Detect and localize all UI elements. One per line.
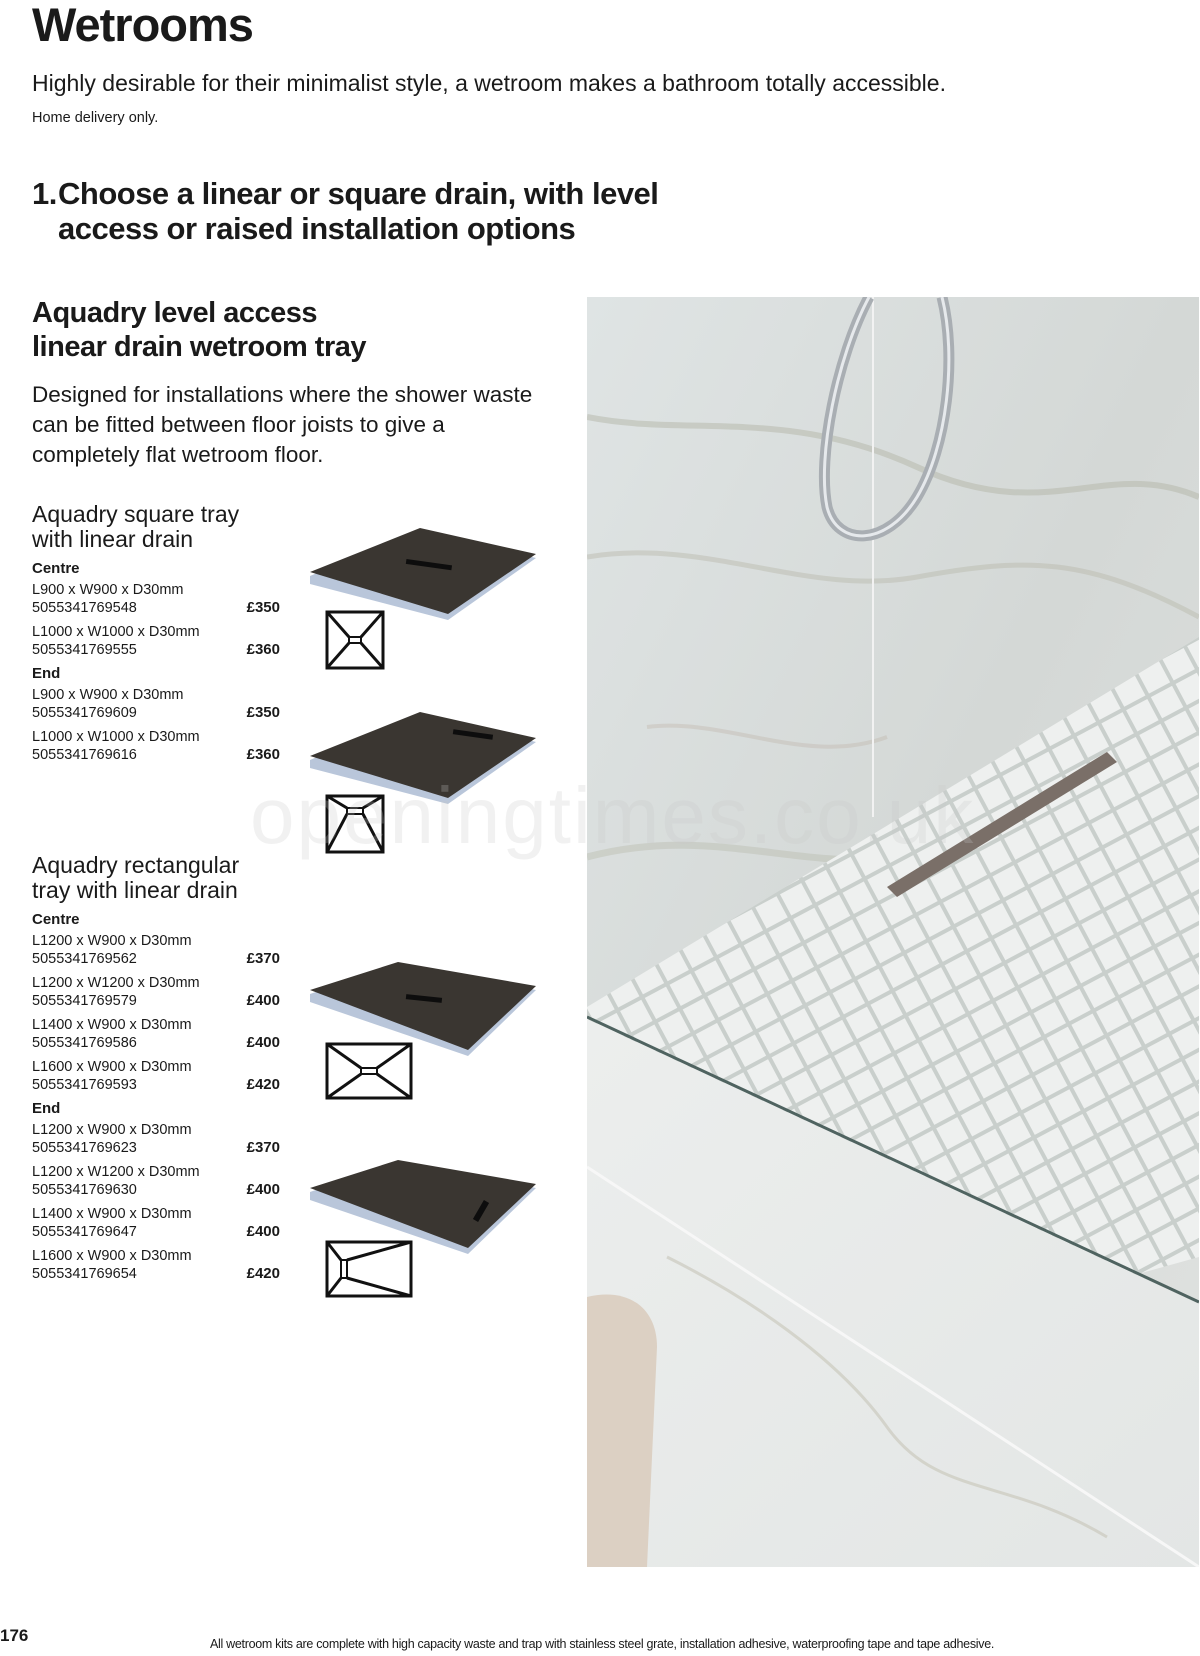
- item-size: L1200 x W1200 x D30mm: [32, 975, 200, 991]
- item-price: £400: [246, 1181, 280, 1198]
- delivery-note: Home delivery only.: [32, 110, 159, 126]
- item-price: £350: [246, 599, 280, 616]
- item-code: 5055341769647: [32, 1224, 137, 1240]
- product-item: [32, 581, 280, 617]
- product-item: [32, 974, 280, 1010]
- product-title-line1: Aquadry level access: [32, 297, 318, 329]
- item-code: 5055341769579: [32, 993, 137, 1009]
- item-size: L1200 x W900 x D30mm: [32, 1122, 192, 1138]
- product-item: [32, 728, 280, 764]
- product-description: Designed for installations where the shower waste can be fitted between floor joists to give a completely flat wetroom floor.: [32, 382, 533, 467]
- product-title-line2: linear drain wetroom tray: [32, 331, 366, 363]
- product-group-square-tray: [32, 502, 280, 770]
- item-code: 5055341769630: [32, 1182, 137, 1198]
- drain-diagram-rectangular-centre-icon: [325, 1042, 413, 1100]
- item-size: L1400 x W900 x D30mm: [32, 1206, 192, 1222]
- item-price: £400: [246, 1223, 280, 1240]
- variant-label-end: End: [32, 665, 61, 682]
- item-price: £370: [246, 950, 280, 967]
- watermark: openingtimes.co.uk: [250, 771, 976, 860]
- group-title-line2: with linear drain: [32, 526, 194, 552]
- step-heading: [32, 176, 658, 246]
- product-item: [32, 1247, 280, 1283]
- item-price: £350: [246, 704, 280, 721]
- step-heading-line1: Choose a linear or square drain, with level: [58, 176, 659, 211]
- item-price: £360: [246, 746, 280, 763]
- product-item: [32, 932, 280, 968]
- product-item: [32, 1163, 280, 1199]
- product-item: [32, 1121, 280, 1157]
- group-title: [32, 502, 280, 552]
- item-code: 5055341769593: [32, 1077, 137, 1093]
- item-code: 5055341769555: [32, 642, 137, 658]
- item-code: 5055341769609: [32, 705, 137, 721]
- item-size: L1600 x W900 x D30mm: [32, 1059, 192, 1075]
- item-size: L900 x W900 x D30mm: [32, 582, 184, 598]
- item-code: 5055341769548: [32, 600, 137, 616]
- item-size: L1600 x W900 x D30mm: [32, 1248, 192, 1264]
- group-title-line2: tray with linear drain: [32, 877, 238, 903]
- item-size: L1200 x W1200 x D30mm: [32, 1164, 200, 1180]
- item-code: 5055341769654: [32, 1266, 137, 1282]
- group-title-line1: Aquadry square tray: [32, 501, 240, 527]
- wetroom-photo: [587, 297, 1199, 1567]
- page-number: 176: [0, 1626, 29, 1645]
- intro-text: Highly desirable for their minimalist style, a wetroom makes a bathroom totally accessible.: [32, 70, 946, 96]
- wetroom-photo-illustration: [587, 297, 1199, 1567]
- item-price: £370: [246, 1139, 280, 1156]
- product-item: [32, 623, 280, 659]
- item-size: L1000 x W1000 x D30mm: [32, 624, 200, 640]
- item-code: 5055341769623: [32, 1140, 137, 1156]
- item-price: £400: [246, 992, 280, 1009]
- item-code: 5055341769616: [32, 747, 137, 763]
- step-number: 1.: [32, 176, 57, 211]
- drain-diagram-rectangular-end-icon: [325, 1240, 413, 1298]
- item-size: L900 x W900 x D30mm: [32, 687, 184, 703]
- group-title: [32, 853, 280, 903]
- group-title-line1: Aquadry rectangular: [32, 852, 240, 878]
- item-price: £400: [246, 1034, 280, 1051]
- product-item: [32, 1058, 280, 1094]
- item-size: L1200 x W900 x D30mm: [32, 933, 192, 949]
- product-item: [32, 1205, 280, 1241]
- product-item: [32, 686, 280, 722]
- product-item: [32, 1016, 280, 1052]
- variant-label-centre: Centre: [32, 911, 80, 928]
- step-heading-line2: access or raised installation options: [58, 211, 576, 246]
- variant-label-centre: Centre: [32, 560, 80, 577]
- item-price: £420: [246, 1265, 280, 1282]
- product-group-rectangular-tray: [32, 853, 280, 1289]
- item-price: £360: [246, 641, 280, 658]
- item-code: 5055341769586: [32, 1035, 137, 1051]
- drain-diagram-square-centre-icon: [325, 610, 385, 670]
- item-price: £420: [246, 1076, 280, 1093]
- footnote: All wetroom kits are complete with high capacity waste and trap with stainless steel grate, installation adhesive, waterproofing tape and tape adhesive.: [210, 1637, 995, 1651]
- item-code: 5055341769562: [32, 951, 137, 967]
- item-size: L1000 x W1000 x D30mm: [32, 729, 200, 745]
- drain-diagram-square-end-icon: [325, 794, 385, 854]
- page-title: Wetrooms: [32, 0, 253, 51]
- product-title: [32, 296, 366, 364]
- variant-label-end: End: [32, 1100, 61, 1117]
- item-size: L1400 x W900 x D30mm: [32, 1017, 192, 1033]
